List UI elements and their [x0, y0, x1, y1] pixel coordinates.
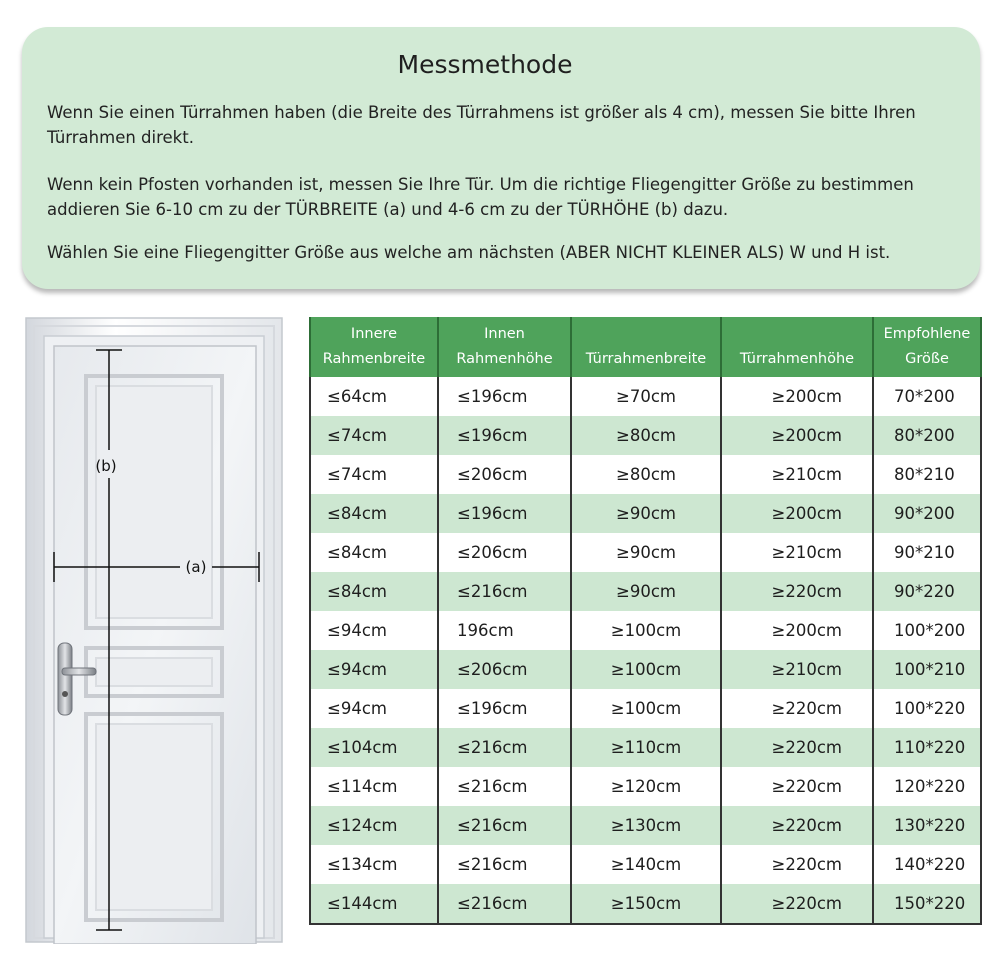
table-row [310, 533, 981, 572]
cell-inner-frame-height: ≤196cm [438, 377, 571, 416]
cell-inner-frame-width: ≤84cm [310, 494, 438, 533]
cell-door-frame-height: ≥210cm [721, 455, 873, 494]
cell-recommended-size: 100*220 [873, 689, 981, 728]
cell-door-frame-width: ≥120cm [571, 767, 721, 806]
cell-inner-frame-height: ≤216cm [438, 728, 571, 767]
table-row [310, 611, 981, 650]
header-recommended-size: Empfohlene Größe [873, 317, 981, 377]
cell-door-frame-width: ≥80cm [571, 416, 721, 455]
cell-door-frame-width: ≥80cm [571, 455, 721, 494]
cell-door-frame-height: ≥200cm [721, 377, 873, 416]
cell-inner-frame-width: ≤74cm [310, 416, 438, 455]
cell-inner-frame-height: ≤206cm [438, 650, 571, 689]
cell-recommended-size: 150*220 [873, 884, 981, 924]
cell-door-frame-width: ≥70cm [571, 377, 721, 416]
cell-recommended-size: 100*210 [873, 650, 981, 689]
cell-recommended-size: 100*200 [873, 611, 981, 650]
cell-door-frame-height: ≥220cm [721, 572, 873, 611]
table-row [310, 845, 981, 884]
cell-door-frame-width: ≥100cm [571, 650, 721, 689]
cell-door-frame-height: ≥220cm [721, 767, 873, 806]
cell-door-frame-height: ≥220cm [721, 728, 873, 767]
cell-recommended-size: 90*220 [873, 572, 981, 611]
cell-inner-frame-width: ≤84cm [310, 533, 438, 572]
table-row [310, 455, 981, 494]
cell-recommended-size: 110*220 [873, 728, 981, 767]
cell-recommended-size: 80*210 [873, 455, 981, 494]
header-inner-frame-height: Innen Rahmenhöhe [438, 317, 571, 377]
cell-door-frame-width: ≥110cm [571, 728, 721, 767]
cell-inner-frame-width: ≤74cm [310, 455, 438, 494]
cell-door-frame-width: ≥90cm [571, 533, 721, 572]
page-title: Messmethode [397, 50, 573, 79]
cell-inner-frame-width: ≤104cm [310, 728, 438, 767]
cell-door-frame-width: ≥150cm [571, 884, 721, 924]
cell-inner-frame-width: ≤94cm [310, 689, 438, 728]
table-row [310, 767, 981, 806]
cell-inner-frame-width: ≤64cm [310, 377, 438, 416]
cell-door-frame-height: ≥220cm [721, 884, 873, 924]
cell-inner-frame-width: ≤114cm [310, 767, 438, 806]
cell-door-frame-width: ≥100cm [571, 611, 721, 650]
cell-door-frame-height: ≥200cm [721, 494, 873, 533]
table-row [310, 728, 981, 767]
cell-door-frame-width: ≥100cm [571, 689, 721, 728]
cell-door-frame-height: ≥210cm [721, 533, 873, 572]
cell-recommended-size: 140*220 [873, 845, 981, 884]
door-illustration [24, 316, 284, 944]
header-door-frame-width: Türrahmenbreite [571, 317, 721, 377]
cell-inner-frame-height: ≤206cm [438, 533, 571, 572]
table-row [310, 494, 981, 533]
table-row [310, 806, 981, 845]
cell-recommended-size: 90*210 [873, 533, 981, 572]
cell-door-frame-width: ≥140cm [571, 845, 721, 884]
cell-door-frame-width: ≥90cm [571, 494, 721, 533]
cell-recommended-size: 70*200 [873, 377, 981, 416]
instruction-no-frame: Wenn kein Pfosten vorhanden ist, messen Sie Ihre Tür. Um die richtige Fliegengitter Größe zu bestimmen addieren Sie 6-10 cm zu der TÜRBREITE (a) und 4-6 cm zu der TÜRHÖHE (b) dazu. [47, 175, 914, 219]
cell-inner-frame-height: ≤216cm [438, 806, 571, 845]
cell-door-frame-height: ≥220cm [721, 689, 873, 728]
cell-recommended-size: 90*200 [873, 494, 981, 533]
table-row [310, 377, 981, 416]
cell-recommended-size: 80*200 [873, 416, 981, 455]
table-row [310, 884, 981, 924]
header-door-frame-height: Türrahmenhöhe [721, 317, 873, 377]
cell-inner-frame-height: ≤206cm [438, 455, 571, 494]
table-row [310, 416, 981, 455]
table-row [310, 572, 981, 611]
cell-inner-frame-width: ≤124cm [310, 806, 438, 845]
width-label: (a) [185, 558, 207, 576]
door-drawing [24, 316, 284, 944]
cell-inner-frame-height: ≤196cm [438, 494, 571, 533]
cell-inner-frame-width: ≤94cm [310, 650, 438, 689]
cell-inner-frame-height: 196cm [438, 611, 571, 650]
table-row [310, 650, 981, 689]
cell-door-frame-height: ≥220cm [721, 845, 873, 884]
cell-inner-frame-height: ≤216cm [438, 572, 571, 611]
cell-door-frame-height: ≥200cm [721, 611, 873, 650]
cell-inner-frame-height: ≤196cm [438, 416, 571, 455]
instruction-door-frame: Wenn Sie einen Türrahmen haben (die Breite des Türrahmens ist größer als 4 cm), messen Sie bitte Ihren Türrahmen direkt. [47, 103, 916, 147]
cell-inner-frame-width: ≤94cm [310, 611, 438, 650]
cell-inner-frame-height: ≤196cm [438, 689, 571, 728]
cell-inner-frame-width: ≤134cm [310, 845, 438, 884]
height-label: (b) [95, 457, 117, 475]
cell-door-frame-height: ≥220cm [721, 806, 873, 845]
cell-inner-frame-height: ≤216cm [438, 767, 571, 806]
cell-inner-frame-width: ≤144cm [310, 884, 438, 924]
cell-recommended-size: 120*220 [873, 767, 981, 806]
table-row [310, 689, 981, 728]
cell-door-frame-height: ≥210cm [721, 650, 873, 689]
header-inner-frame-width: Innere Rahmenbreite [310, 317, 438, 377]
instruction-choose-size: Wählen Sie eine Fliegengitter Größe aus welche am nächsten (ABER NICHT KLEINER ALS) W und H ist. [47, 243, 891, 262]
cell-inner-frame-height: ≤216cm [438, 845, 571, 884]
cell-inner-frame-height: ≤216cm [438, 884, 571, 924]
cell-inner-frame-width: ≤84cm [310, 572, 438, 611]
cell-door-frame-height: ≥200cm [721, 416, 873, 455]
cell-recommended-size: 130*220 [873, 806, 981, 845]
cell-door-frame-width: ≥130cm [571, 806, 721, 845]
cell-door-frame-width: ≥90cm [571, 572, 721, 611]
size-table [309, 317, 982, 925]
table-header-row [310, 317, 981, 377]
